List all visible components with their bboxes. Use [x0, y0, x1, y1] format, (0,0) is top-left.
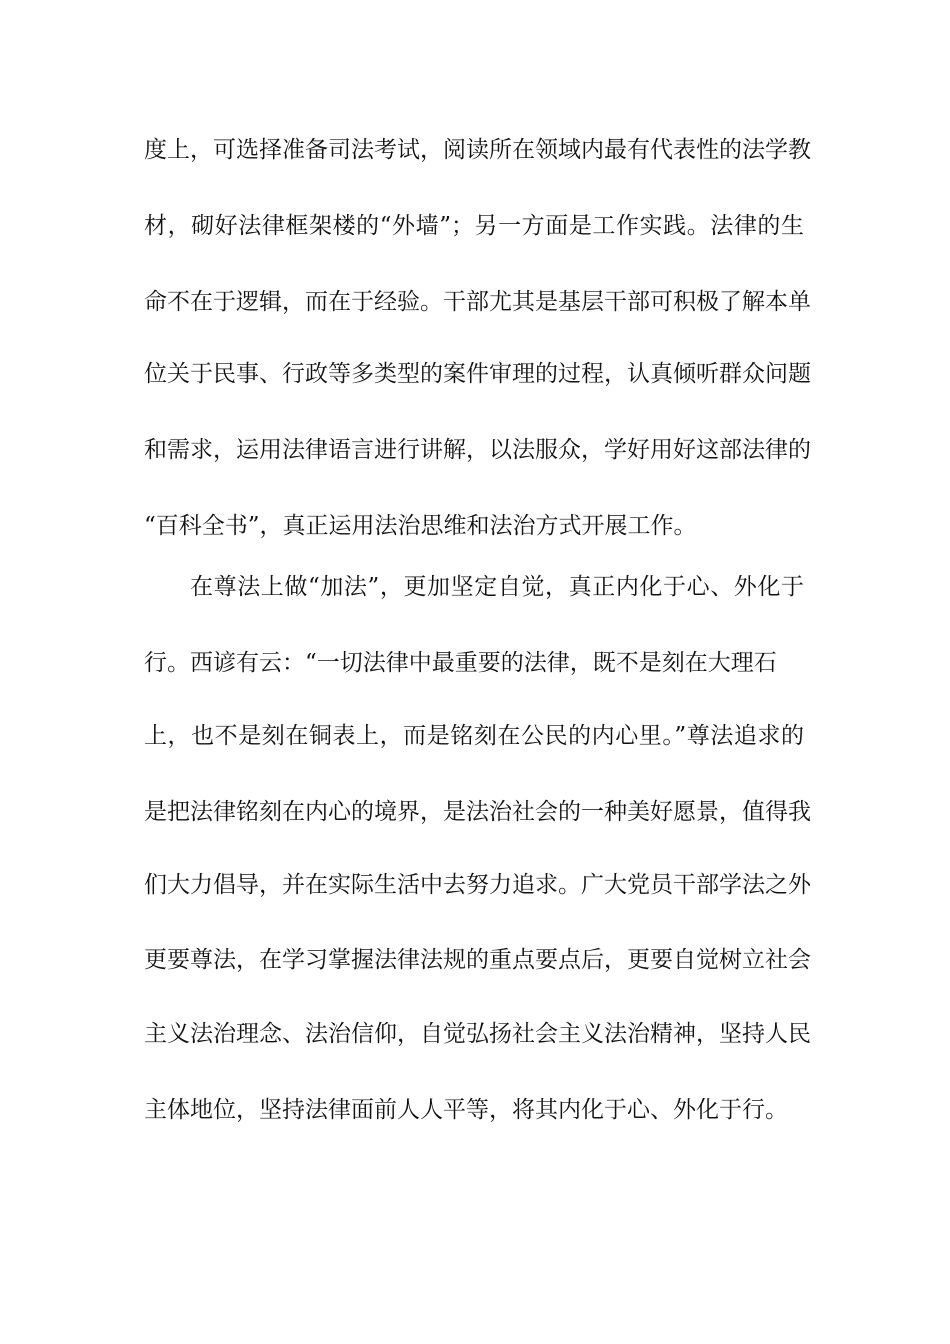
- paragraph-line: 材，砌好法律框架楼的“外墙”；另一方面是工作实践。法律的生: [144, 213, 804, 239]
- paragraph-line: 上，也不是刻在铜表上，而是铭刻在公民的内心里。”尊法追求的: [144, 723, 804, 749]
- paragraph-line: 更要尊法，在学习掌握法律法规的重点要点后，更要自觉树立社会: [144, 947, 811, 973]
- paragraph-line: 主体地位，坚持法律面前人人平等，将其内化于心、外化于行。: [144, 1097, 788, 1123]
- paragraph-line: 在尊法上做“加法”，更加坚定自觉，真正内化于心、外化于: [190, 574, 804, 600]
- paragraph-line: “百科全书”，真正运用法治思维和法治方式开展工作。: [144, 513, 697, 539]
- paragraph-line: 主义法治理念、法治信仰，自觉弘扬社会主义法治精神，坚持人民: [144, 1021, 811, 1047]
- paragraph-line: 位关于民事、行政等多类型的案件审理的过程，认真倾听群众问题: [144, 361, 811, 387]
- paragraph-line: 是把法律铭刻在内心的境界，是法治社会的一种美好愿景，值得我: [144, 799, 811, 825]
- paragraph-line: 度上，可选择准备司法考试，阅读所在领域内最有代表性的法学教: [144, 137, 811, 163]
- paragraph-line: 行。西谚有云：“一切法律中最重要的法律，既不是刻在大理石: [144, 650, 777, 676]
- paragraph-line: 们大力倡导，并在实际生活中去努力追求。广大党员干部学法之外: [144, 872, 811, 898]
- paragraph-line: 和需求，运用法律语言进行讲解，以法服众，学好用好这部法律的: [144, 437, 811, 463]
- paragraph-line: 命不在于逻辑，而在于经验。干部尤其是基层干部可积极了解本单: [144, 289, 811, 315]
